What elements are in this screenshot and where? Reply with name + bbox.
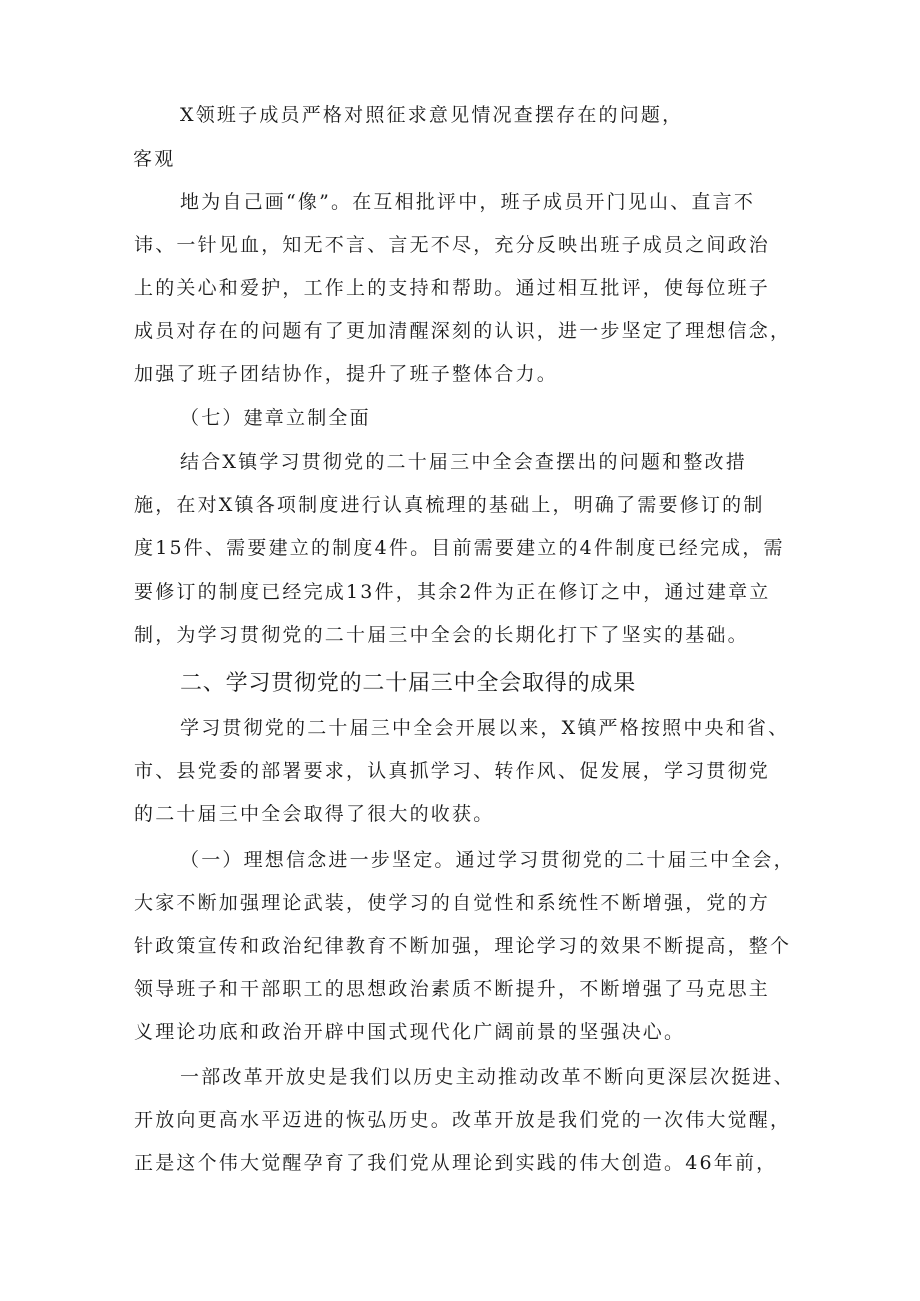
paragraph-line: X领班子成员严格对照征求意见情况查摆存在的问题， — [180, 104, 684, 126]
paragraph-line: 加强了班子团结协作，提升了班子整体合力。 — [134, 363, 559, 385]
paragraph-line: 正是这个伟大觉醒孕育了我们党从理论到实践的伟大创造。46年前， — [134, 1152, 778, 1174]
paragraph-line: 讳、一针见血，知无不言、言无不尽，充分反映出班子成员之间政治 — [134, 234, 771, 256]
paragraph-line: 制，为学习贯彻党的二十届三中全会的长期化打下了坚实的基础。 — [134, 624, 749, 646]
paragraph-line: 结合X镇学习贯彻党的二十届三中全会查摆出的问题和整改措 — [180, 451, 747, 473]
paragraph-line: 开放向更高水平迈进的恢弘历史。改革开放是我们党的一次伟大觉醒， — [134, 1109, 792, 1131]
paragraph-line: 针政策宣传和政治纪律教育不断加强，理论学习的效果不断提高，整个 — [134, 935, 792, 957]
paragraph-line: 成员对存在的问题有了更加清醒深刻的认识，进一步坚定了理想信念， — [134, 320, 792, 342]
paragraph-line: 要修订的制度已经完成13件，其余2件为正在修订之中，通过建章立 — [134, 581, 771, 603]
section-subheading: （七）建章立制全面 — [180, 407, 371, 429]
paragraph-line: 的二十届三中全会取得了很大的收获。 — [134, 803, 495, 825]
paragraph-line: 学习贯彻党的二十届三中全会开展以来，X镇严格按照中央和省、 — [180, 717, 790, 739]
paragraph-line: （一）理想信念进一步坚定。通过学习贯彻党的二十届三中全会， — [180, 849, 795, 871]
paragraph-line: 一部改革开放史是我们以历史主动推动改革不断向更深层次挺进、 — [180, 1066, 795, 1088]
paragraph-line: 市、县党委的部署要求，认真抓学习、转作风、促发展，学习贯彻党 — [134, 760, 771, 782]
section-heading: 二、学习贯彻党的二十届三中全会取得的成果 — [180, 671, 637, 696]
paragraph-line: 大家不断加强理论武装，使学习的自觉性和系统性不断增强，党的方 — [134, 892, 771, 914]
paragraph-line: 义理论功底和政治开辟中国式现代化广阔前景的坚强决心。 — [134, 1021, 686, 1043]
paragraph-line: 施，在对X镇各项制度进行认真梳理的基础上，明确了需要修订的制 — [134, 494, 765, 516]
paragraph-line: 领导班子和干部职工的思想政治素质不断提升，不断增强了马克思主 — [134, 978, 771, 1000]
paragraph-line: 度15件、需要建立的制度4件。目前需要建立的4件制度已经完成，需 — [134, 537, 785, 559]
paragraph-line: 地为自己画“像”。在互相批评中，班子成员开门见山、直言不 — [180, 191, 756, 213]
paragraph-line: 上的关心和爱护，工作上的支持和帮助。通过相互批评，使每位班子 — [134, 277, 771, 299]
paragraph-line: 客观 — [133, 148, 176, 170]
